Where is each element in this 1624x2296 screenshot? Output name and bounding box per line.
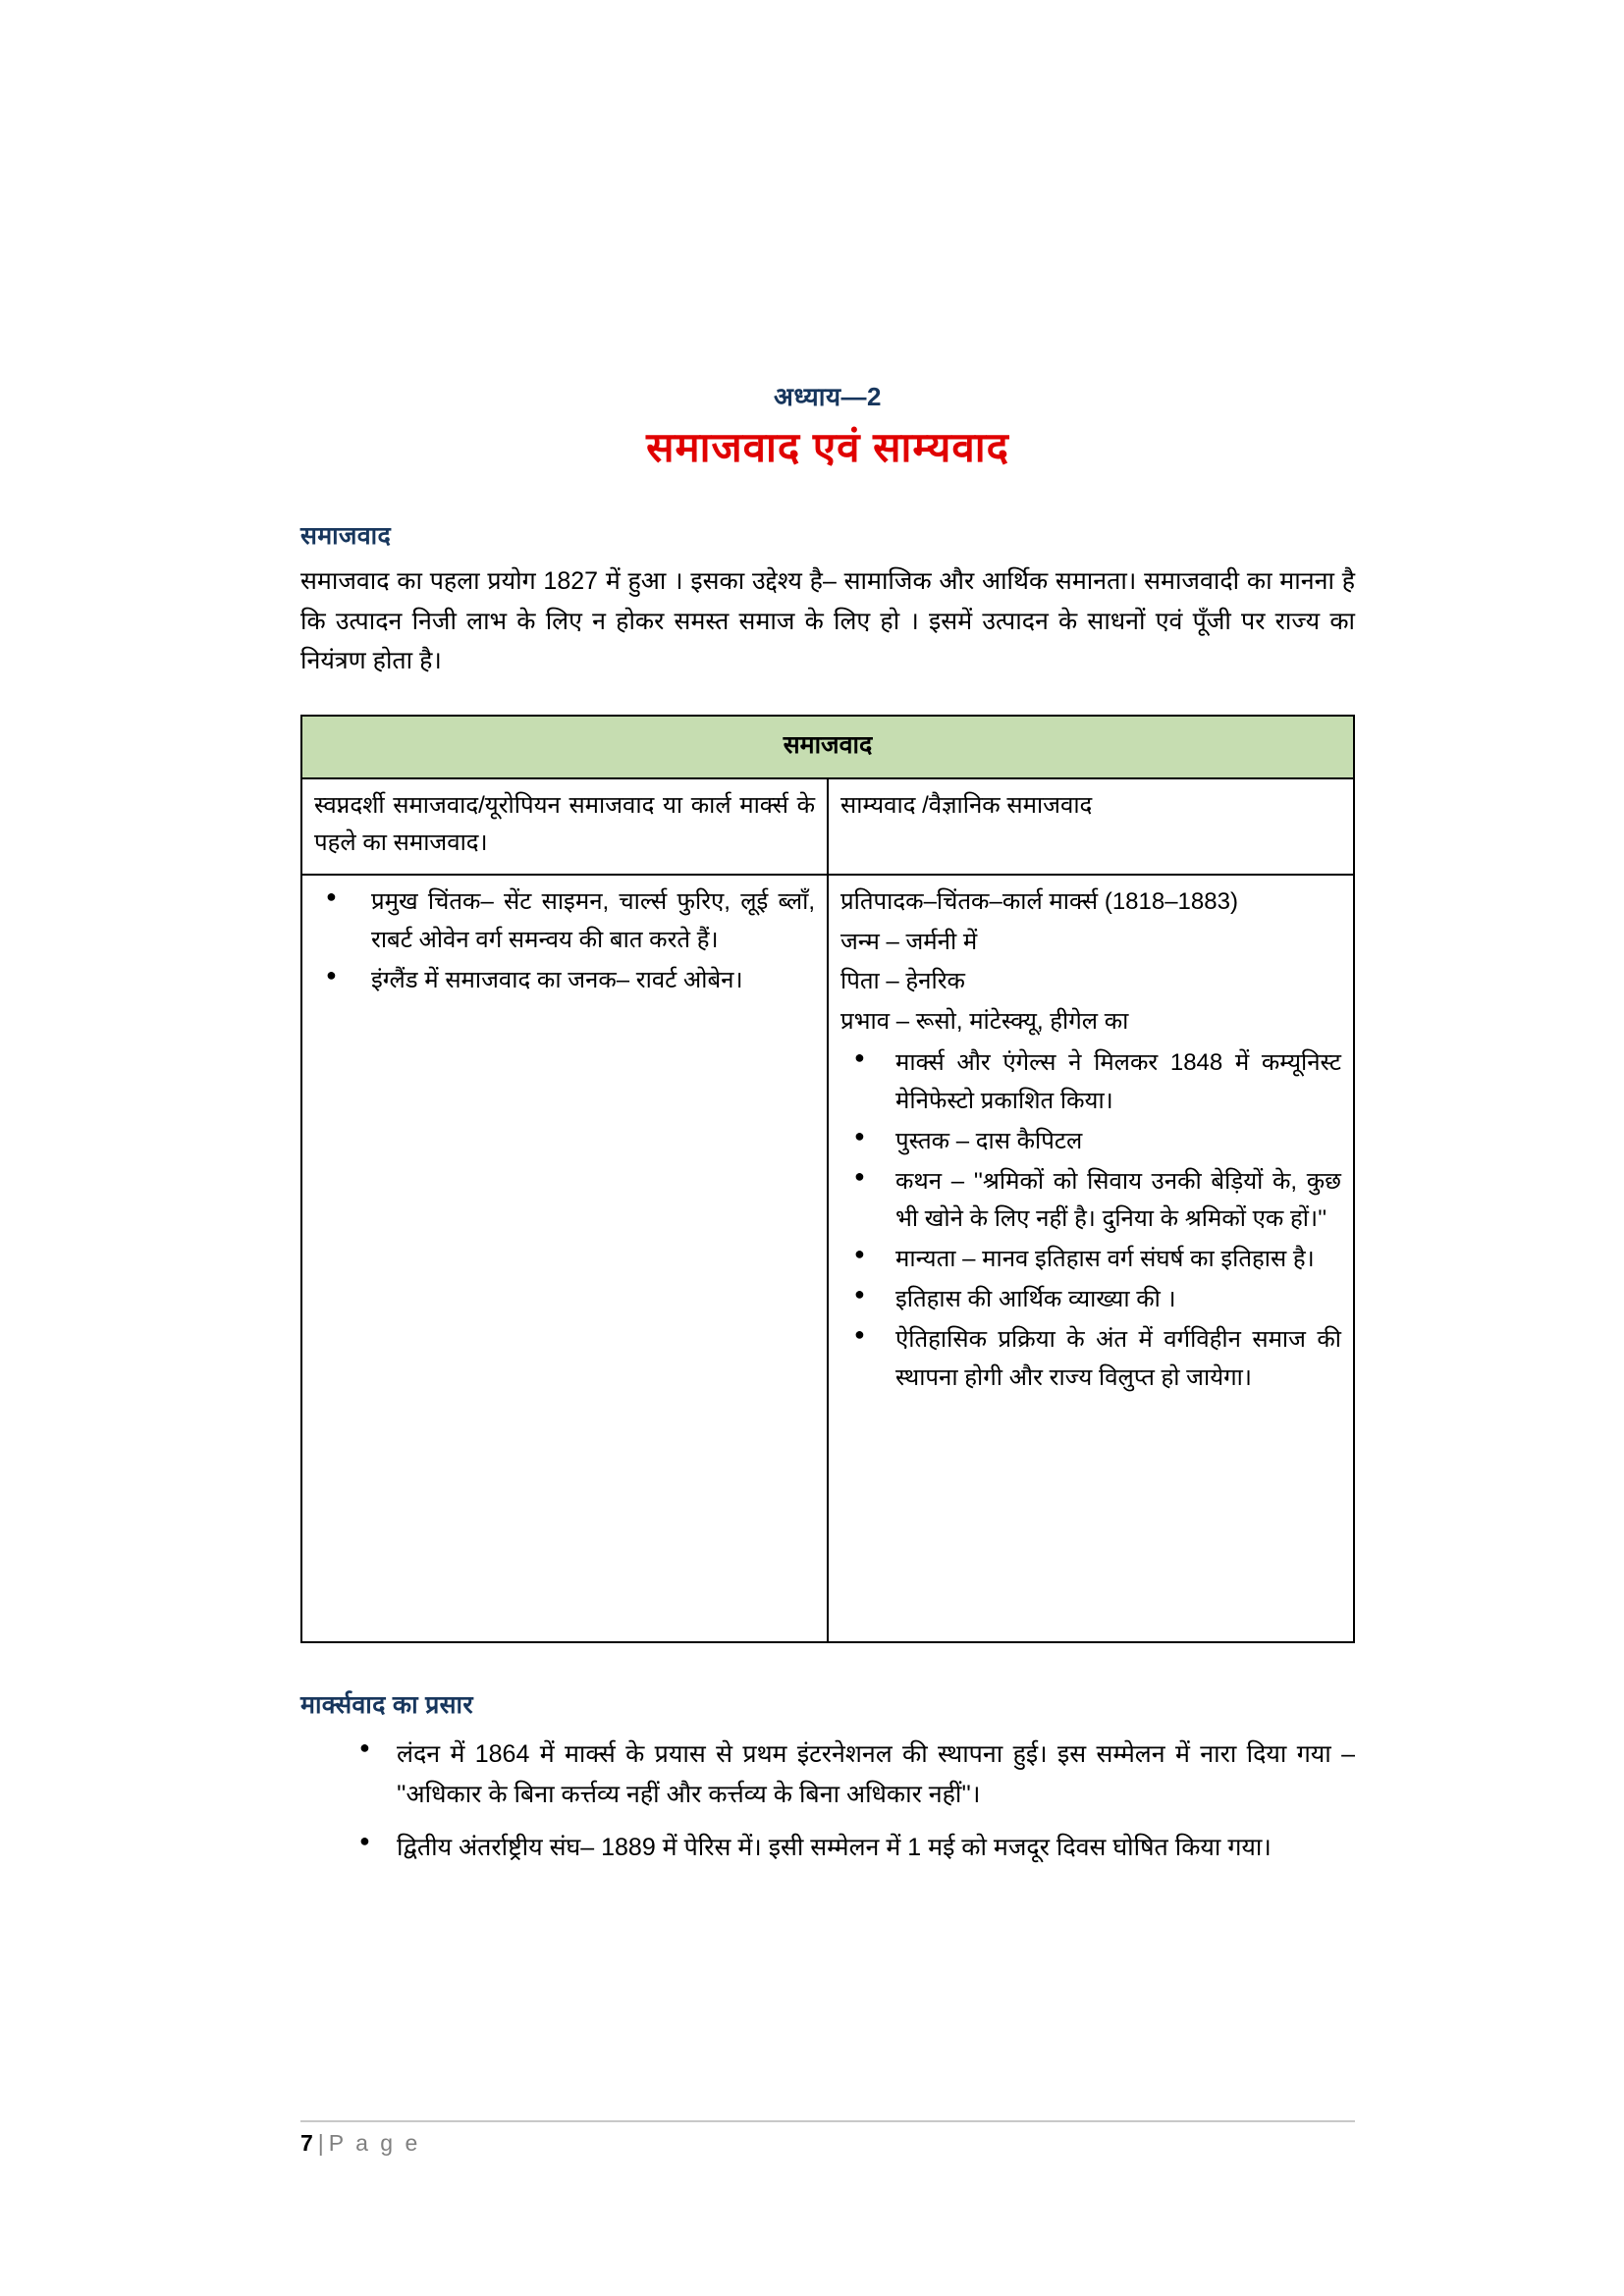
list-item: ● ऐतिहासिक प्रक्रिया के अंत में वर्गविहीन समाज की स्थापना होगी और राज्य विलुप्त हो जायेगा।: [840, 1321, 1341, 1398]
list-item: ● इतिहास की आर्थिक व्याख्या की ।: [840, 1281, 1341, 1319]
footer-page-number: 7: [300, 2130, 313, 2156]
scientific-bullet-list: [840, 1044, 1341, 1398]
table-subtitle-row: [301, 778, 1354, 876]
list-item: ● मार्क्स और एंगेल्स ने मिलकर 1848 में कम्यूनिस्ट मेनिफेस्टो प्रकाशित किया।: [840, 1044, 1341, 1121]
list-item: ● लंदन में 1864 में मार्क्स के प्रयास से प्रथम इंटरनेशनल की स्थापना हुई। इस सम्मेलन में नारा दिया गया – ''अधिकार के बिना कर्त्तव्य नहीं और कर्त्तव्य के बिना अधिकार नहीं''।: [352, 1735, 1355, 1814]
marx-father-line: पिता – हेनरिक: [840, 968, 965, 995]
section-heading-socialism: समाजवाद: [300, 522, 392, 551]
footer-separator: |: [317, 2130, 324, 2156]
footer-divider: [300, 2120, 1355, 2122]
list-item: ● कथन – ''श्रमिकों को सिवाय उनकी बेड़ियों के, कुछ भी खोने के लिए नहीं है। दुनिया के श्रमिकों एक हों।'': [840, 1163, 1341, 1240]
marx-birth-line: जन्म – जर्मनी में: [840, 928, 978, 955]
list-item: ● पुस्तक – दास कैपिटल: [840, 1123, 1341, 1161]
table-cell-scientific-body: [828, 875, 1354, 1642]
list-item: ● मान्यता – मानव इतिहास वर्ग संघर्ष का इतिहास है।: [840, 1241, 1341, 1279]
table-cell-utopian-body: [301, 875, 828, 1642]
table-header-row: [301, 716, 1354, 778]
table-body-row: [301, 875, 1354, 1642]
page-footer: [300, 2120, 1355, 2157]
table-cell-utopian-subtitle: स्वप्नदर्शी समाजवाद/यूरोपियन समाजवाद या कार्ल मार्क्स के पहले का समाजवाद।: [301, 778, 828, 876]
table-header-cell: समाजवाद: [301, 716, 1354, 778]
section-heading-marxism-spread: मार्क्सवाद का प्रसार: [300, 1691, 473, 1720]
footer-page-indicator: [300, 2130, 1355, 2157]
list-item: ● द्वितीय अंतर्राष्ट्रीय संघ– 1889 में पेरिस में। इसी सम्मेलन में 1 मई को मजदूर दिवस घोषित किया गया।: [352, 1828, 1355, 1868]
list-item: ● प्रमुख चिंतक– सेंट साइमन, चार्ल्स फुरिए, लूई ब्लाँ, राबर्ट ओवेन वर्ग समन्वय की बात करते हैं।: [314, 883, 815, 960]
marx-influence-line: प्रभाव – रूसो, मांटेस्क्यू, हीगेल का: [840, 1007, 1129, 1035]
chapter-number: अध्याय—2: [774, 382, 882, 411]
marx-proponent-line: प्रतिपादक–चिंतक–कार्ल मार्क्स (1818–1883): [840, 888, 1238, 916]
list-item: ● इंग्लैंड में समाजवाद का जनक– रावर्ट ओबेन।: [314, 962, 815, 1000]
footer-page-label: P a g e: [328, 2130, 421, 2156]
socialism-paragraph: समाजवाद का पहला प्रयोग 1827 में हुआ । इसका उद्देश्य है– सामाजिक और आर्थिक समानता। समाजवादी का मानना है कि उत्पादन निजी लाभ के लिए न होकर समस्त समाज के लिए हो । इसमें उत्पादन के साधनों एवं पूँजी पर राज्य का नियंत्रण होता है।: [300, 567, 1355, 675]
marxism-spread-list: [300, 1735, 1355, 1868]
page-title: समाजवाद एवं साम्यवाद: [646, 423, 1009, 470]
comparison-table: [300, 715, 1355, 1644]
table-cell-scientific-subtitle: साम्यवाद /वैज्ञानिक समाजवाद: [828, 778, 1354, 876]
page-content: [300, 0, 1355, 1882]
utopian-bullet-list: [314, 883, 815, 1000]
